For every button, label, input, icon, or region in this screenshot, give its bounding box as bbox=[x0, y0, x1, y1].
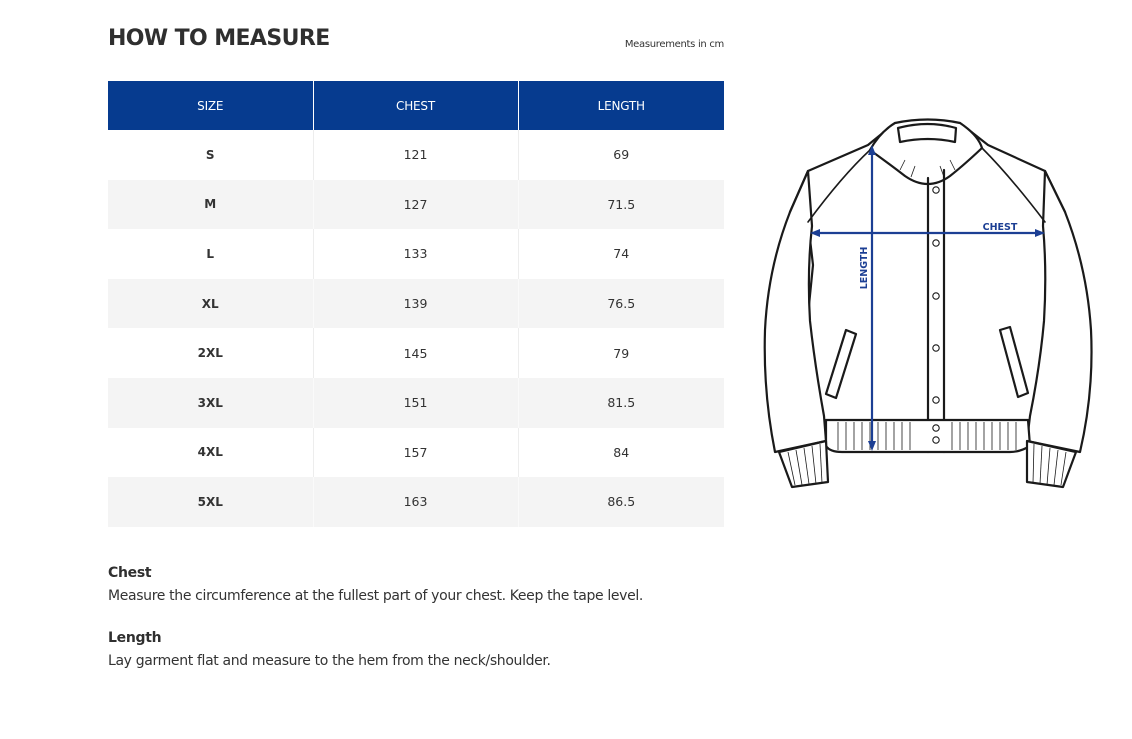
chest-diagram-label: CHEST bbox=[982, 222, 1018, 233]
size-cell: M bbox=[108, 180, 313, 230]
size-cell: 4XL bbox=[197, 445, 223, 460]
size-cell: 5XL bbox=[108, 477, 313, 527]
length-description: Lay garment flat and measure to the hem from the neck/shoulder. bbox=[108, 653, 551, 669]
size-cell: 3XL bbox=[108, 378, 313, 428]
column-header-length: LENGTH bbox=[518, 81, 724, 130]
chest-description: Measure the circumference at the fullest part of your chest. Keep the tape level. bbox=[108, 588, 644, 604]
column-header-chest: CHEST bbox=[313, 81, 518, 130]
length-cell: 69 bbox=[518, 130, 724, 180]
size-cell: S bbox=[205, 147, 215, 162]
chest-cell: 139 bbox=[313, 279, 518, 329]
column-header-size: SIZE bbox=[108, 81, 313, 130]
length-term: Length bbox=[108, 630, 162, 646]
chest-cell: 127 bbox=[313, 180, 518, 230]
length-cell: 86.5 bbox=[518, 477, 724, 527]
size-cell: XL bbox=[108, 279, 313, 329]
chest-cell: 163 bbox=[313, 477, 518, 527]
chest-cell: 145 bbox=[313, 328, 518, 378]
size-cell: 2XL bbox=[197, 346, 223, 361]
chest-term: Chest bbox=[108, 565, 152, 581]
chest-cell: 151 bbox=[313, 378, 518, 428]
length-cell: 81.5 bbox=[518, 378, 724, 428]
bomber-jacket-icon bbox=[765, 120, 1092, 488]
units-note: Measurements in cm bbox=[624, 39, 724, 50]
length-cell: 71.5 bbox=[518, 180, 724, 230]
page-title: HOW TO MEASURE bbox=[108, 26, 330, 51]
chest-cell: 121 bbox=[313, 130, 518, 180]
length-cell: 74 bbox=[518, 229, 724, 279]
size-cell: L bbox=[206, 246, 215, 261]
length-cell: 76.5 bbox=[518, 279, 724, 329]
length-cell: 79 bbox=[518, 328, 724, 378]
length-cell: 84 bbox=[518, 428, 724, 478]
chest-cell: 133 bbox=[313, 229, 518, 279]
chest-cell: 157 bbox=[313, 428, 518, 478]
length-diagram-label: LENGTH bbox=[859, 246, 870, 290]
